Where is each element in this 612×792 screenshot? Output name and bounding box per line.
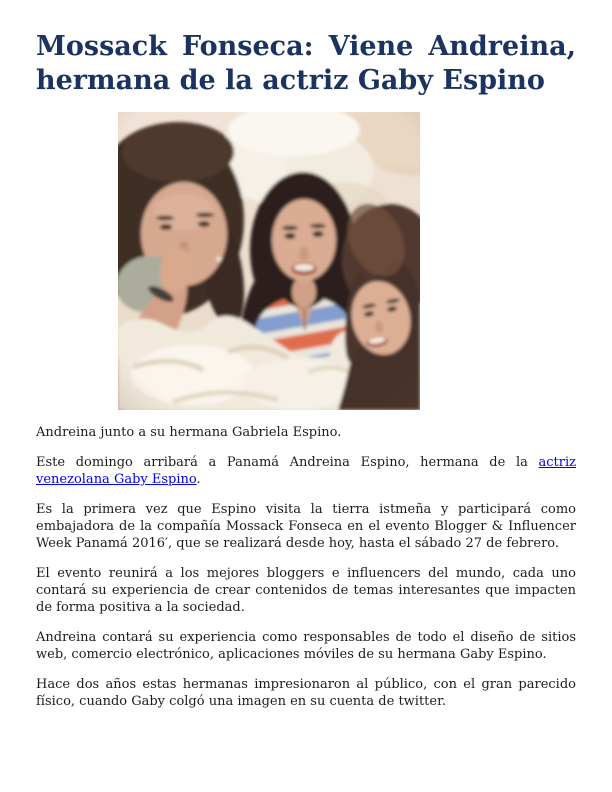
article-body xyxy=(36,454,576,710)
article-paragraph: Hace dos años estas hermanas impresionaron al público, con el gran parecido físico, cuando Gaby colgó una imagen en su cuenta de twitter. xyxy=(36,677,576,709)
article-paragraph: Es la primera vez que Espino visita la tierra istmeña y participará como embajadora de la compañía Mossack Fonseca en el evento Blogger & Influencer Week Panamá 2016′, que se realizará desde hoy, hasta el sábado 27 de febrero. xyxy=(36,502,576,551)
article-paragraph: Andreina contará su experiencia como responsables de todo el diseño de sitios web, comercio electrónico, aplicaciones móviles de su hermana Gaby Espino. xyxy=(36,630,576,662)
article-photo xyxy=(118,112,420,410)
article-paragraph: El evento reunirá a los mejores bloggers e influencers del mundo, cada uno contará su experiencia de crear contenidos de temas interesantes que impacten de forma positiva a la sociedad. xyxy=(36,566,576,615)
photo-caption: Andreina junto a su hermana Gabriela Espino. xyxy=(36,425,342,440)
actriz-venezolana-gaby-espino-link[interactable]: actriz venezolana Gaby Espino xyxy=(36,455,576,487)
article-paragraph-intro xyxy=(36,454,576,488)
article-headline: Mossack Fonseca: Viene Andreina, hermana de la actriz Gaby Espino xyxy=(36,31,576,96)
selfie-three-women-image xyxy=(118,112,420,410)
intro-text-before-link: Este domingo arribará a Panamá Andreina Espino, hermana de la xyxy=(36,455,539,470)
intro-text-after-link: . xyxy=(196,472,201,487)
